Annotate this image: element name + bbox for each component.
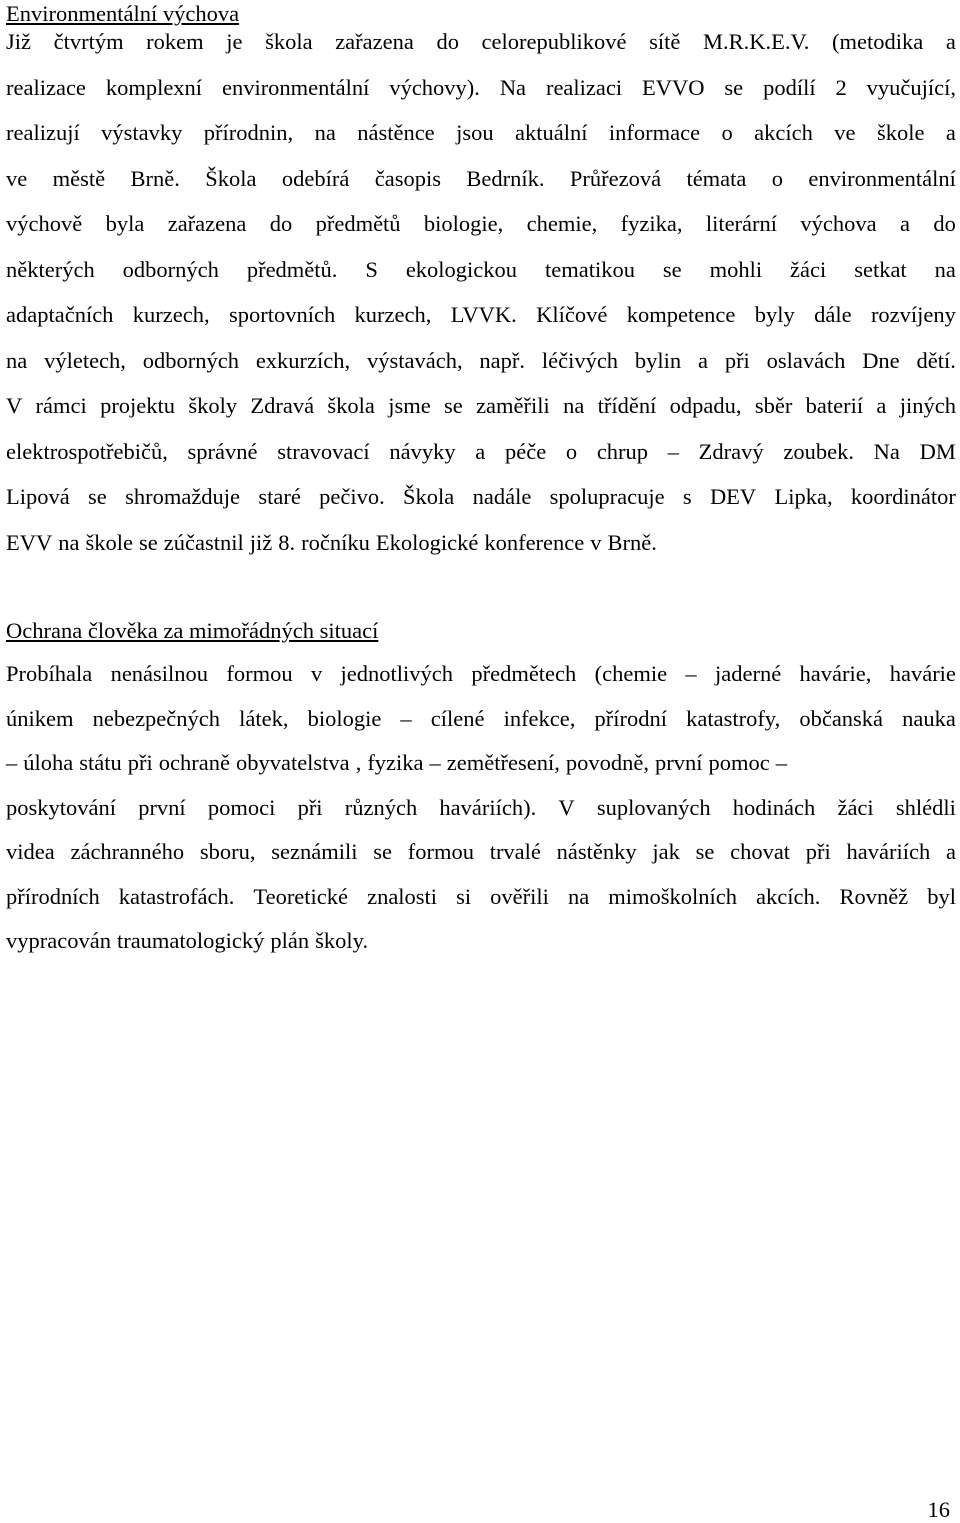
paragraph-line: na výletech, odborných exkurzích, výstavách, např. léčivých bylin a při oslavách Dne dětí.: [6, 347, 956, 373]
page-number: 16: [927, 1497, 950, 1522]
paragraph-line: videa záchranného sboru, seznámili se formou trvalé nástěnky jak se chovat při haváriích a: [6, 839, 956, 864]
paragraph-line: elektrospotřebičů, správné stravovací návyky a péče o chrup – Zdravý zoubek. Na DM: [6, 438, 956, 464]
paragraph-line: adaptačních kurzech, sportovních kurzech, LVVK. Klíčové kompetence byly dále rozvíjeny: [6, 302, 956, 327]
paragraph-line: výchově byla zařazena do předmětů biologie, chemie, fyzika, literární výchova a do: [6, 211, 956, 236]
paragraph-line: realizace komplexní environmentální výchovy). Na realizaci EVVO se podílí 2 vyučující,: [6, 74, 956, 100]
paragraph-line: Probíhala nenásilnou formou v jednotlivých předmětech (chemie – jaderné havárie, havárie: [6, 661, 956, 686]
paragraph-line: V rámci projektu školy Zdravá škola jsme se zaměřili na třídění odpadu, sběr baterií a jiných: [6, 393, 956, 418]
paragraph-line: únikem nebezpečných látek, biologie – cílené infekce, přírodní katastrofy, občanská nauka: [6, 705, 956, 731]
paragraph-line: přírodních katastrofách. Teoretické znalosti si ověřili na mimoškolních akcích. Rovněž byl: [6, 883, 956, 909]
paragraph-line: poskytování první pomoci při různých haváriích). V suplovaných hodinách žáci shlédli: [6, 794, 956, 820]
document-page: [6, 0, 958, 1522]
paragraph-line: – úloha státu při ochraně obyvatelstva , fyzika – zemětřesení, povodně, první pomoc –: [6, 750, 787, 775]
section-heading-civil-protection: Ochrana člověka za mimořádných situací: [6, 618, 379, 643]
section-body-environmental-education: [6, 19, 956, 565]
paragraph-line: některých odborných předmětů. S ekologickou tematikou se mohli žáci setkat na: [6, 256, 956, 282]
section-heading-environmental-education: Environmentální výchova: [6, 1, 240, 26]
paragraph-line: Lipová se shromažduje staré pečivo. Škola nadále spolupracuje s DEV Lipka, koordinátor: [6, 484, 956, 509]
paragraph-line: vypracován traumatologický plán školy.: [6, 928, 369, 953]
paragraph-line: EVV na škole se zúčastnil již 8. ročníku Ekologické konference v Brně.: [6, 529, 657, 555]
paragraph-line: Již čtvrtým rokem je škola zařazena do celorepublikové sítě M.R.K.E.V. (metodika a: [6, 29, 956, 54]
paragraph-line: realizují výstavky přírodnin, na nástěnce jsou aktuální informace o akcích ve škole a: [6, 120, 956, 145]
section-body-civil-protection: [6, 652, 956, 964]
paragraph-line: ve městě Brně. Škola odebírá časopis Bedrník. Průřezová témata o environmentální: [6, 165, 956, 191]
